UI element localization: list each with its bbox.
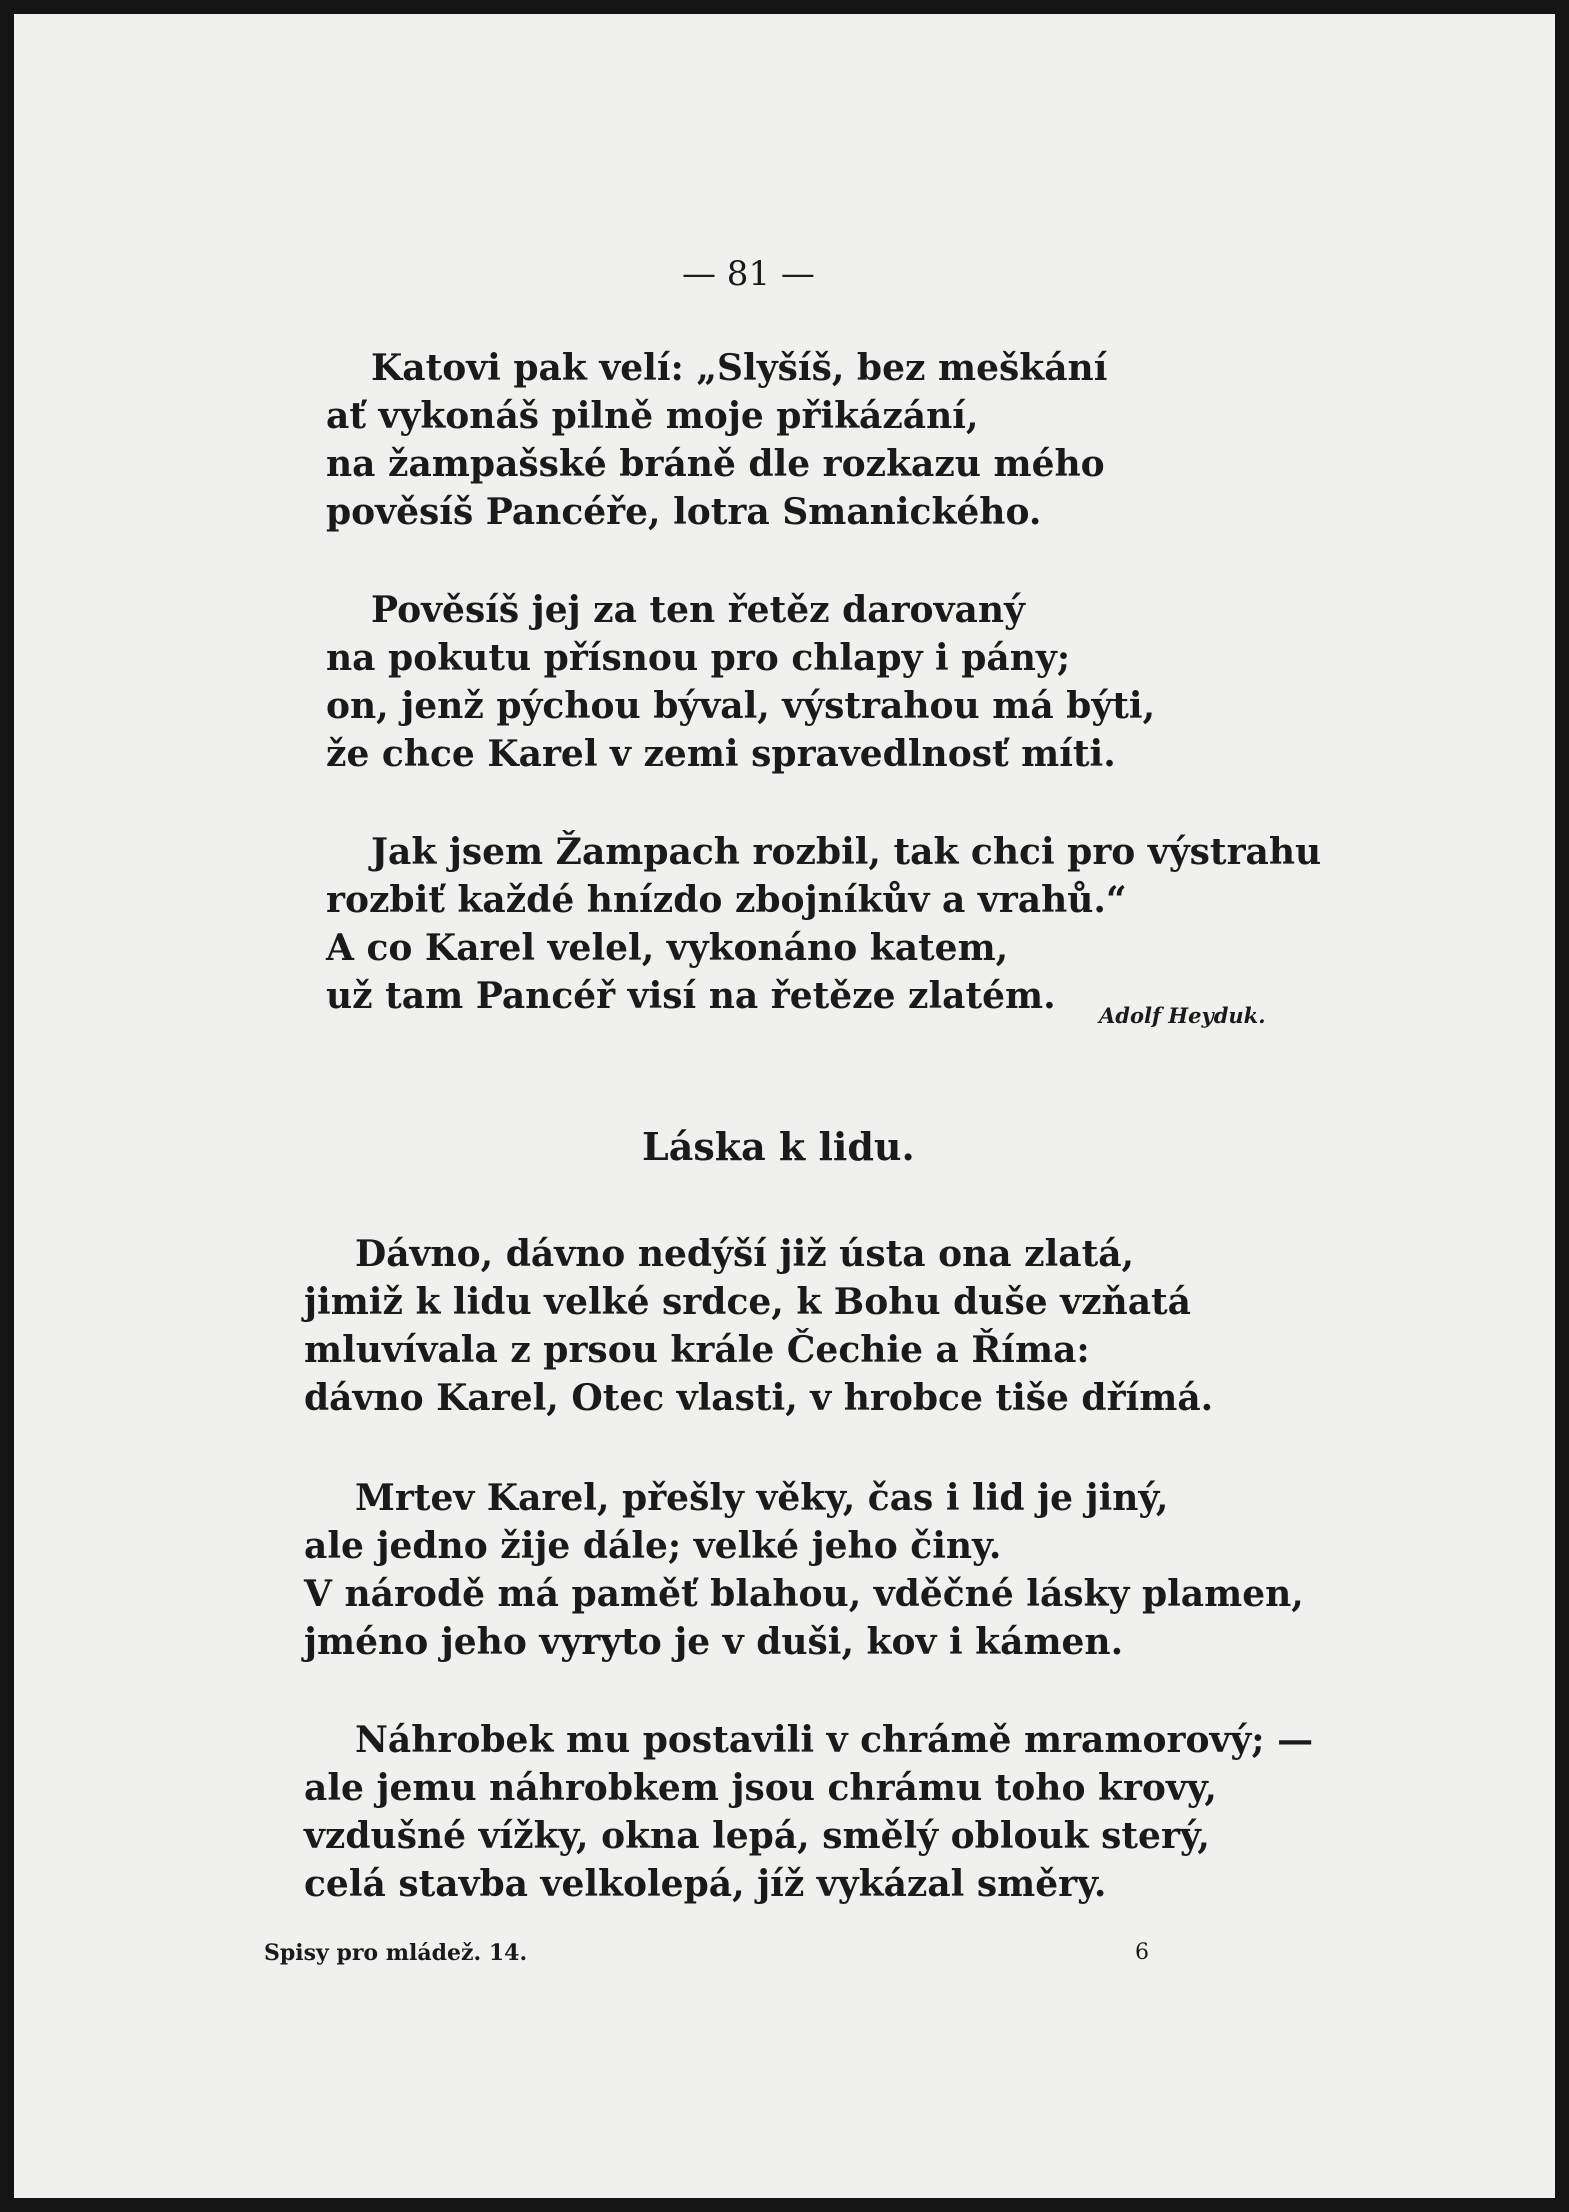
poem-line: na pokutu přísnou pro chlapy i pány; (326, 637, 1071, 679)
poem-line: Jak jsem Žampach rozbil, tak chci pro výstrahu (371, 831, 1322, 873)
poem-line: ale jemu náhrobkem jsou chrámu toho krovy, (304, 1767, 1217, 1809)
poem-line: V národě má paměť blahou, vděčné lásky plamen, (304, 1573, 1304, 1615)
poem-line: jméno jeho vyryto je v duši, kov i kámen. (304, 1621, 1124, 1663)
book-page (14, 14, 1555, 2198)
poem-line: jimiž k lidu velké srdce, k Bohu duše vzňatá (304, 1281, 1191, 1323)
poem-line: ale jedno žije dále; velké jeho činy. (304, 1525, 1002, 1567)
footer-series: Spisy pro mládež. 14. (264, 1940, 528, 1966)
poem-line: dávno Karel, Otec vlasti, v hrobce tiše dřímá. (304, 1377, 1214, 1419)
poem-line: celá stavba velkolepá, jíž vykázal směry. (304, 1863, 1107, 1905)
page-number: — 81 — (682, 254, 815, 294)
poem-line: Katovi pak velí: „Slyšíš, bez meškání (371, 347, 1108, 389)
poem-line: ať vykonáš pilně moje přikázání, (326, 395, 979, 437)
poem-line: Pověsíš jej za ten řetěz darovaný (371, 589, 1025, 631)
poem-line: Dávno, dávno nedýší již ústa ona zlatá, (355, 1233, 1135, 1275)
poem-line: že chce Karel v zemi spravedlnosť míti. (326, 733, 1116, 775)
poem-line: vzdušné vížky, okna lepá, smělý oblouk sterý, (304, 1815, 1210, 1857)
poem-line: pověsíš Pancéře, lotra Smanického. (326, 491, 1042, 533)
poem-title: Láska k lidu. (642, 1124, 915, 1169)
poem-line: Mrtev Karel, přešly věky, čas i lid je jiný, (355, 1477, 1169, 1519)
signature-mark: 6 (1135, 1940, 1149, 1965)
poem-line: Náhrobek mu postavili v chrámě mramorový; — (355, 1719, 1314, 1761)
poem-line: už tam Pancéř visí na řetěze zlatém. (326, 975, 1056, 1017)
poem-line: on, jenž pýchou býval, výstrahou má býti, (326, 685, 1156, 727)
poem-line: rozbiť každé hnízdo zbojníkův a vrahů.“ (326, 879, 1127, 921)
author-signature: Adolf Heyduk. (1099, 1003, 1266, 1028)
poem-line: A co Karel velel, vykonáno katem, (326, 927, 1009, 969)
poem-line: mluvívala z prsou krále Čechie a Říma: (304, 1329, 1090, 1371)
poem-line: na žampašské bráně dle rozkazu mého (326, 443, 1105, 485)
